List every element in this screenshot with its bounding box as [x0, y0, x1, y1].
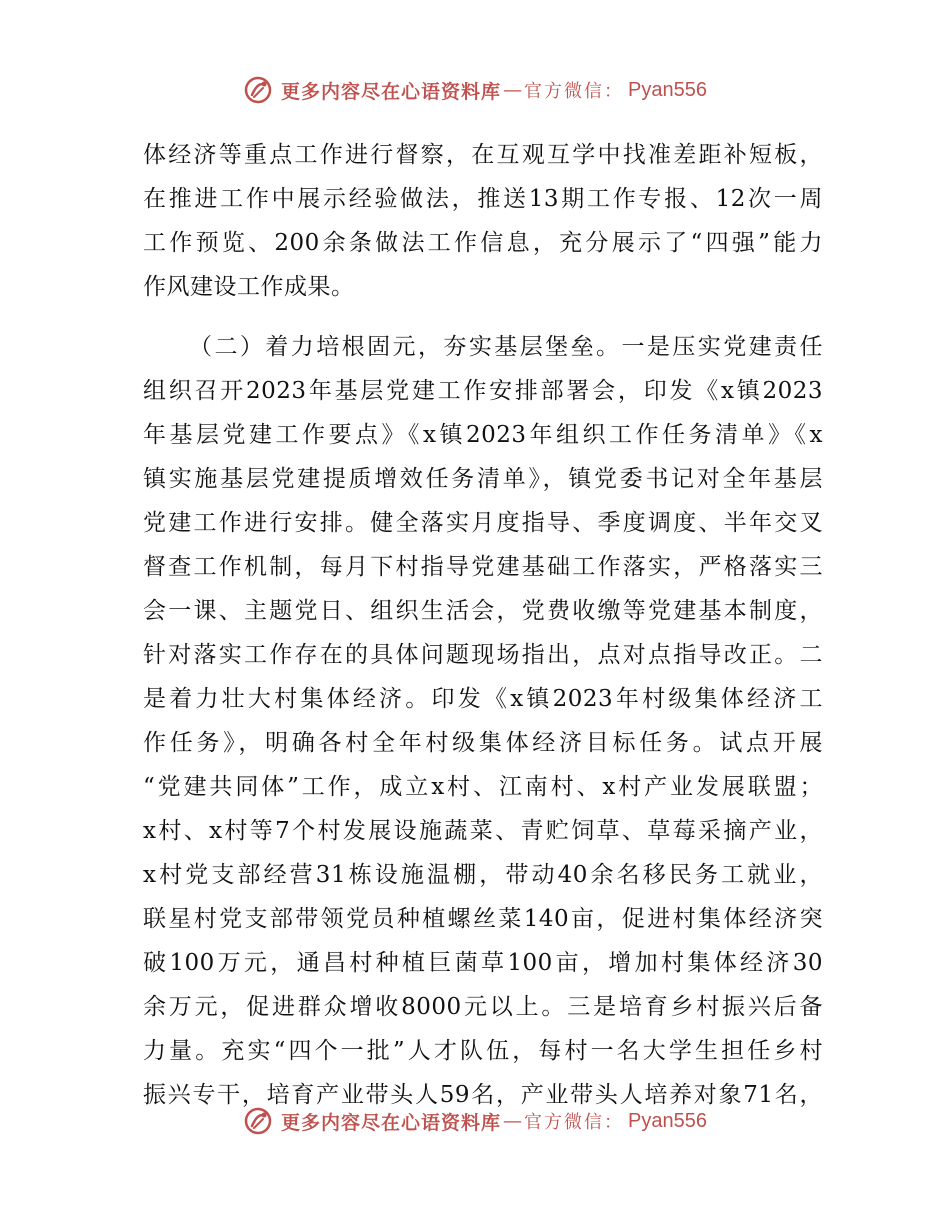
paragraph [143, 133, 823, 309]
text-line: 工作预览、200余条做法工作信息，充分展示了“四强”能力 [143, 230, 823, 256]
banner-wechat-id: Pyan556 [628, 1109, 707, 1132]
paragraph [143, 325, 823, 1117]
text-line: 体经济等重点工作进行督察，在互观互学中找准差距补短板， [143, 142, 823, 168]
text-line: 组织召开2023年基层党建工作安排部署会，印发《x镇2023 [143, 378, 823, 404]
text-line: 是着力壮大村集体经济。印发《x镇2023年村级集体经济工 [143, 686, 823, 712]
text-line: 镇实施基层党建提质增效任务清单》，镇党委书记对全年基层 [143, 466, 823, 492]
text-line: 督查工作机制，每月下村指导党建基础工作落实，严格落实三 [143, 554, 823, 580]
banner-site-text: 更多内容尽在心语资料库 [281, 1111, 502, 1134]
text-line: 在推进工作中展示经验做法，推送13期工作专报、12次一周 [143, 186, 823, 212]
text-line: 力量。充实“四个一批”人才队伍，每村一名大学生担任乡村 [143, 1038, 823, 1064]
text-line: （二）着力培根固元，夯实基层堡垒。一是压实党建责任 [189, 334, 823, 360]
text-line: x村党支部经营31栋设施温棚，带动40余名移民务工就业， [143, 862, 823, 888]
text-line: 针对落实工作存在的具体问题现场指出，点对点指导改正。二 [143, 642, 823, 668]
text-line: 年基层党建工作要点》《x镇2023年组织工作任务清单》《x [143, 422, 823, 448]
banner-wechat-label: 官方微信： [524, 81, 625, 102]
text-line: 联星村党支部带领党员种植螺丝菜140亩，促进村集体经济突 [143, 906, 823, 932]
brand-logo-icon [243, 1106, 273, 1136]
text-line: 党建工作进行安排。健全落实月度指导、季度调度、半年交叉 [143, 510, 823, 536]
banner-site-text: 更多内容尽在心语资料库 [281, 80, 502, 103]
text-line: 余万元，促进群众增收8000元以上。三是培育乡村振兴后备 [143, 994, 823, 1020]
banner-wechat-label: 官方微信： [524, 1112, 625, 1133]
text-line: 作任务》，明确各村全年村级集体经济目标任务。试点开展 [143, 730, 823, 756]
document-body [143, 133, 823, 1117]
text-line: x村、x村等7个村发展设施蔬菜、青贮饲草、草莓采摘产业， [143, 818, 823, 844]
text-line: 破100万元，通昌村种植巨菌草100亩，增加村集体经济30 [143, 950, 823, 976]
text-line: 作风建设工作成果。 [143, 274, 355, 300]
banner-dash: — [503, 1110, 523, 1132]
header-banner [0, 70, 950, 110]
text-line: “党建共同体”工作，成立x村、江南村、x村产业发展联盟； [143, 774, 823, 800]
text-line: 会一课、主题党日、组织生活会，党费收缴等党建基本制度， [143, 598, 823, 624]
banner-dash: — [503, 79, 523, 101]
brand-logo-icon [243, 75, 273, 105]
banner-wechat-id: Pyan556 [628, 78, 707, 101]
paragraph-gap [143, 309, 823, 325]
text-line: 振兴专干，培育产业带头人59名，产业带头人培养对象71名， [143, 1082, 823, 1108]
footer-banner [0, 1101, 950, 1141]
